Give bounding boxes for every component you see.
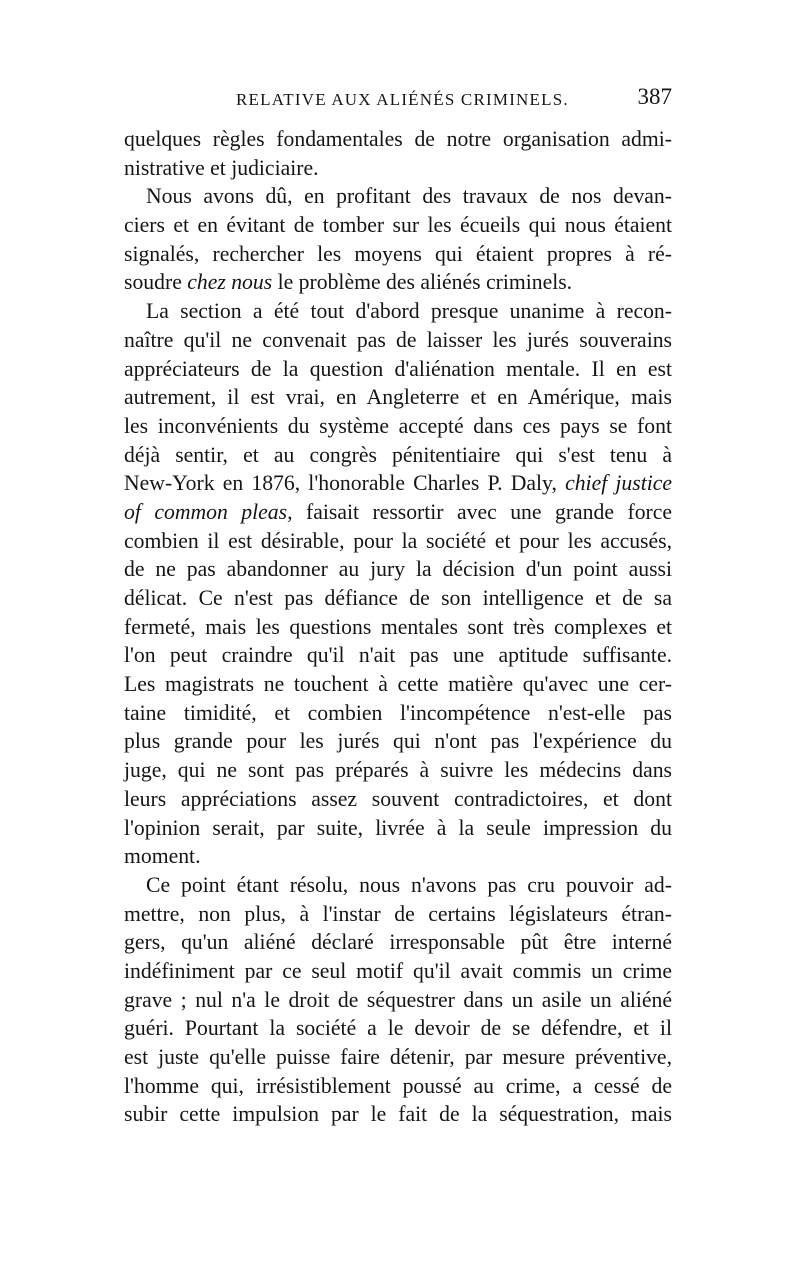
- text-line: les inconvénients du système accepté dans ces pays se font: [124, 413, 672, 438]
- text-line: l'homme qui, irrésistiblement poussé au crime, a cessé de: [124, 1073, 672, 1098]
- text-line: est juste qu'elle puisse faire détenir, par mesure préventive,: [124, 1045, 672, 1069]
- text-line: La section a été tout d'abord presque unanime à recon-: [146, 299, 672, 324]
- italic-phrase: of common pleas,: [124, 499, 293, 524]
- text-line: appréciateurs de la question d'aliénation mentale. Il en est: [124, 356, 672, 381]
- text-line: signalés, rechercher les moyens qui étaient propres à ré-: [124, 241, 672, 266]
- text-line: juge, qui ne sont pas préparés à suivre les médecins dans: [124, 758, 672, 783]
- text-line: Les magistrats ne touchent à cette matière qu'avec une cer-: [124, 672, 672, 697]
- italic-phrase: chez nous: [187, 270, 273, 295]
- text-line: leurs appréciations assez souvent contradictoires, et dont: [124, 786, 672, 811]
- text-line: l'on peut craindre qu'il n'ait pas une aptitude suffisante.: [124, 643, 672, 668]
- text-run: le problème des aliénés criminels.: [277, 270, 573, 295]
- text-line: grave ; nul n'a le droit de séquestrer dans un asile un aliéné: [124, 987, 672, 1012]
- text-line: autrement, il est vrai, en Angleterre et en Amérique, mais: [124, 385, 672, 410]
- text-run: soudre: [124, 270, 182, 295]
- text-line: Nous avons dû, en profitant des travaux de nos devan-: [146, 184, 672, 209]
- text-line: quelques règles fondamentales de notre organisation admi-: [124, 127, 672, 151]
- text-line: nistrative et judiciaire.: [124, 155, 319, 180]
- page-header: [124, 84, 672, 120]
- text-line: déjà sentir, et au congrès pénitentiaire qui s'est tenu à: [124, 442, 672, 467]
- text-run: faisait ressortir avec une grande force: [306, 499, 673, 524]
- text-line: l'opinion serait, par suite, livrée à la seule impression du: [124, 815, 672, 840]
- page-number: 387: [637, 84, 672, 109]
- text-line: plus grande pour les jurés qui n'ont pas l'expérience du: [124, 729, 672, 754]
- text-line: Ce point étant résolu, nous n'avons pas cru pouvoir ad-: [146, 872, 672, 897]
- running-head: RELATIVE AUX ALIÉNÉS CRIMINELS.: [236, 90, 569, 109]
- italic-phrase: chief justice: [565, 471, 672, 496]
- text-line: [124, 268, 672, 297]
- text-line: taine timidité, et combien l'incompétence n'est-elle pas: [124, 700, 672, 725]
- text-line: [124, 469, 672, 498]
- text-line: naître qu'il ne convenait pas de laisser les jurés souverains: [124, 327, 672, 352]
- text-line: combien il est désirable, pour la société et pour les accusés,: [124, 528, 672, 553]
- body-text: [124, 125, 672, 1129]
- text-line: indéfiniment par ce seul motif qu'il avait commis un crime: [124, 958, 672, 983]
- text-line: fermeté, mais les questions mentales sont très complexes et: [124, 614, 672, 639]
- text-line: moment.: [124, 844, 201, 869]
- text-line: guéri. Pourtant la société a le devoir de se défendre, et il: [124, 1016, 672, 1041]
- text-line: de ne pas abandonner au jury la décision d'un point aussi: [124, 557, 672, 582]
- text-line: ciers et en évitant de tomber sur les écueils qui nous étaient: [124, 213, 672, 238]
- text-line: [124, 498, 672, 527]
- text-line: mettre, non plus, à l'instar de certains législateurs étran-: [124, 901, 672, 926]
- text-line: délicat. Ce n'est pas défiance de son intelligence et de sa: [124, 586, 672, 610]
- text-line: gers, qu'un aliéné déclaré irresponsable pût être interné: [124, 930, 672, 955]
- text-run: New-York en 1876, l'honorable Charles P. Daly,: [124, 471, 557, 496]
- text-line: subir cette impulsion par le fait de la séquestration, mais: [124, 1102, 672, 1127]
